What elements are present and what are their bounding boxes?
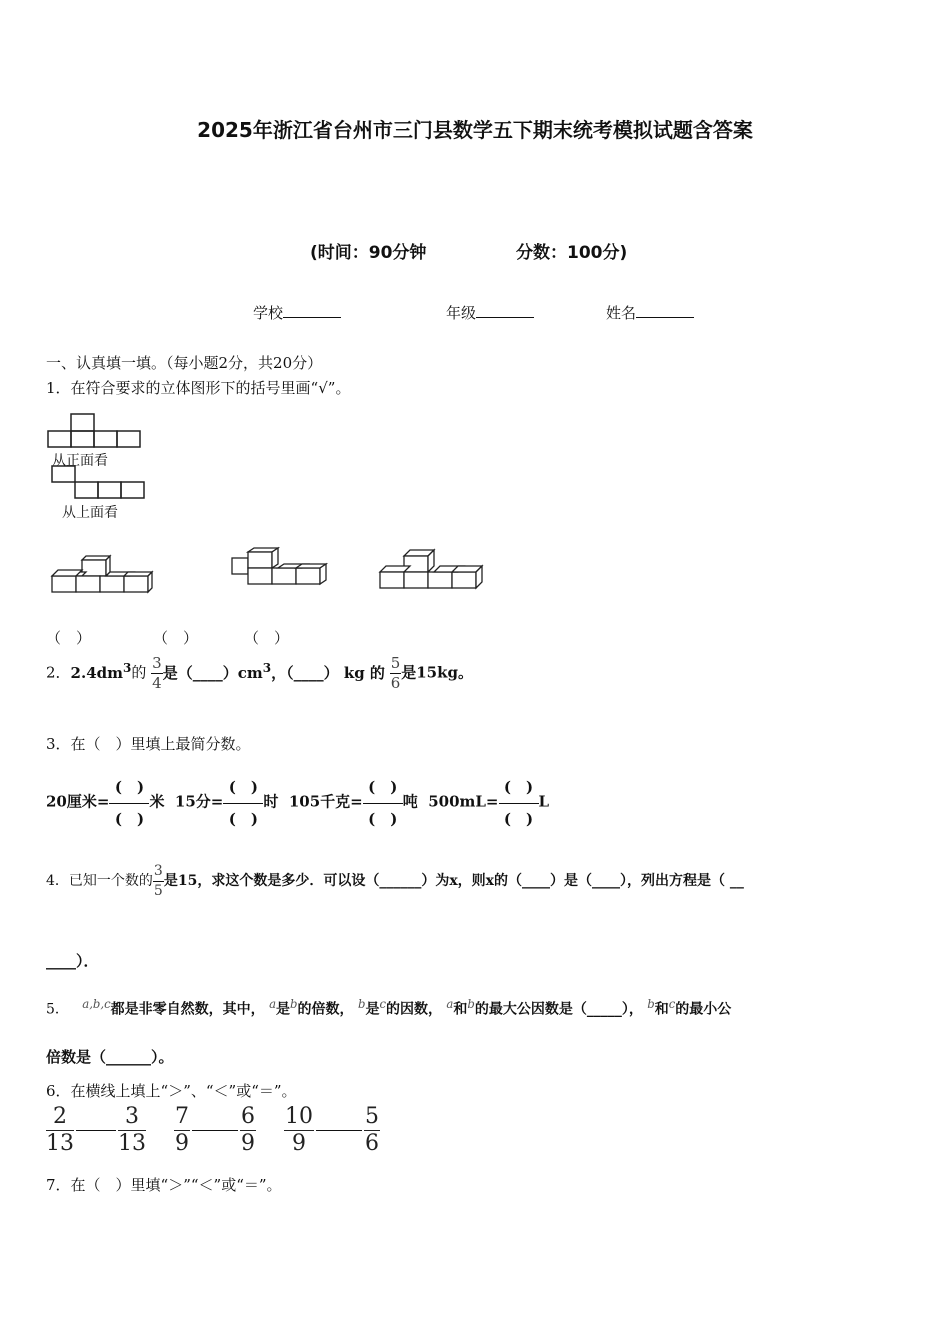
q1-answer-b[interactable]: （ ） — [153, 629, 199, 647]
front-view-label: 从正面看 — [52, 453, 108, 469]
q2-t5: 是15kg。 — [401, 663, 474, 682]
school-label: 学校 — [253, 304, 284, 322]
q3-item-2-post: 时 — [263, 792, 279, 811]
school-blank[interactable] — [283, 303, 341, 318]
q6-pair-2-blank[interactable] — [192, 1130, 238, 1131]
q2-line — [46, 656, 473, 691]
q5-t9: 的最小公 — [675, 1001, 732, 1018]
q6-pair-3-right: $\frac{5}{6}$ — [364, 1104, 379, 1156]
q2-num: 2． — [46, 663, 71, 682]
q6-comparisons — [46, 1106, 380, 1155]
q5-t3: 的倍数， — [297, 1001, 354, 1018]
q3-line — [46, 776, 549, 829]
q5-var-a-2: a — [446, 997, 454, 1011]
q2-t3[interactable]: 是（____）cm — [162, 663, 263, 682]
q5-var-c-2: c — [668, 997, 676, 1011]
q5-t1: 都是非零自然数，其中， — [110, 1001, 265, 1018]
q1-answer-c[interactable]: （ ） — [244, 629, 290, 647]
q2-fraction-2: $\frac{5}{6}$ — [390, 654, 401, 692]
q6-pair-1-right: $\frac{3}{13}$ — [118, 1104, 146, 1156]
q4-t3[interactable]: ____）． — [46, 952, 99, 970]
q5-t8: 和 — [654, 1001, 669, 1018]
q4-fraction: $\frac{3}{5}$ — [153, 863, 163, 899]
q3-item-2-fraction[interactable]: ( ) ( ) — [223, 776, 263, 829]
q3-item-3-pre: 105千克= — [288, 792, 363, 811]
q2-sup2: 3 — [262, 660, 272, 675]
page-title: 2025年浙江省台州市三门县数学五下期末统考模拟试题含答案 — [197, 118, 753, 142]
q3-item-3-fraction[interactable]: ( ) ( ) — [363, 776, 403, 829]
q5-var-b-3: b — [467, 997, 475, 1011]
section-1-heading: 一、认真填一填。（每小题2分，共20分） — [46, 354, 323, 372]
q6-pair-1-blank[interactable] — [76, 1130, 116, 1131]
q6-pair-2-left: $\frac{7}{9}$ — [174, 1104, 189, 1156]
q6-pair-3-left: $\frac{10}{9}$ — [284, 1104, 313, 1156]
name-blank[interactable] — [636, 303, 694, 318]
cube-figure-a — [50, 552, 160, 598]
q2-t2: 的 — [131, 663, 147, 682]
q3-item-2-pre: 15分= — [174, 792, 224, 811]
grade-label: 年级 — [446, 304, 477, 322]
q5-t5: 的因数， — [385, 1001, 442, 1018]
school-field — [253, 302, 341, 323]
q5-line — [46, 982, 731, 1032]
q2-t4[interactable]: ，（____） kg 的 — [271, 663, 385, 682]
q2-t1: 2.4dm — [70, 663, 124, 682]
q6-prompt: 6．在横线上填上“＞”、“＜”或“＝”。 — [46, 1082, 297, 1100]
q6-pair-3-blank[interactable] — [316, 1130, 362, 1131]
q5-t6: 和 — [453, 1001, 468, 1018]
q5-var-b: b — [290, 997, 298, 1011]
cube-figure-b — [230, 546, 330, 592]
q5-t7[interactable]: 的最大公因数是（_____）， — [474, 1001, 643, 1018]
q5-var-b-4: b — [647, 997, 655, 1011]
q3-item-1-pre: 20厘米= — [46, 792, 110, 811]
q4-line — [46, 864, 744, 898]
q1-answer-a[interactable]: （ ） — [46, 629, 92, 647]
q3-prompt: 3．在（ ）里填上最简分数。 — [46, 735, 251, 753]
q3-item-4-post: L — [538, 792, 550, 811]
q6-pair-1-left: $\frac{2}{13}$ — [46, 1104, 74, 1156]
q5-t4: 是 — [365, 1001, 380, 1018]
exam-score: 分数：100分) — [516, 243, 628, 263]
q3-item-3-post: 吨 — [402, 792, 418, 811]
top-view-figure — [52, 466, 148, 500]
q4-t1: 4．已知一个数的 — [46, 873, 153, 889]
q7-prompt: 7．在（ ）里填“＞”“＜”或“＝”。 — [46, 1176, 282, 1194]
q1-prompt: 1．在符合要求的立体图形下的括号里画“√”。 — [46, 379, 351, 397]
grade-blank[interactable] — [476, 303, 534, 318]
q3-item-4-fraction[interactable]: ( ) ( ) — [499, 776, 539, 829]
q6-pair-2-right: $\frac{6}{9}$ — [240, 1104, 255, 1156]
q5-var-a: a — [269, 997, 277, 1011]
q5-num: 5． — [46, 1001, 69, 1018]
q5-abc: a,b,c — [82, 997, 111, 1011]
top-view-label: 从上面看 — [62, 505, 118, 521]
q3-item-1-post: 米 — [149, 792, 165, 811]
q3-item-4-pre: 500mL= — [428, 792, 499, 811]
q2-sup1: 3 — [123, 660, 132, 675]
front-view-figure — [48, 412, 144, 448]
q5-t2: 是 — [276, 1001, 291, 1018]
grade-field — [446, 302, 534, 323]
name-label: 姓名 — [606, 304, 637, 322]
q5-t10[interactable]: 倍数是（______）。 — [46, 1048, 174, 1066]
cube-figure-c — [378, 548, 488, 594]
q3-item-1-fraction[interactable]: ( ) ( ) — [109, 776, 149, 829]
q5-var-b-2: b — [357, 997, 366, 1011]
q4-t2[interactable]: 是15，求这个数是多少．可以设（______）为x，则x的（____）是（____），列出方程是（ __ — [163, 873, 744, 889]
q2-fraction-1: $\frac{3}{4}$ — [152, 654, 162, 692]
exam-time: (时间：90分钟 — [310, 243, 427, 263]
name-field — [606, 302, 694, 323]
q5-var-c: c — [379, 997, 386, 1011]
